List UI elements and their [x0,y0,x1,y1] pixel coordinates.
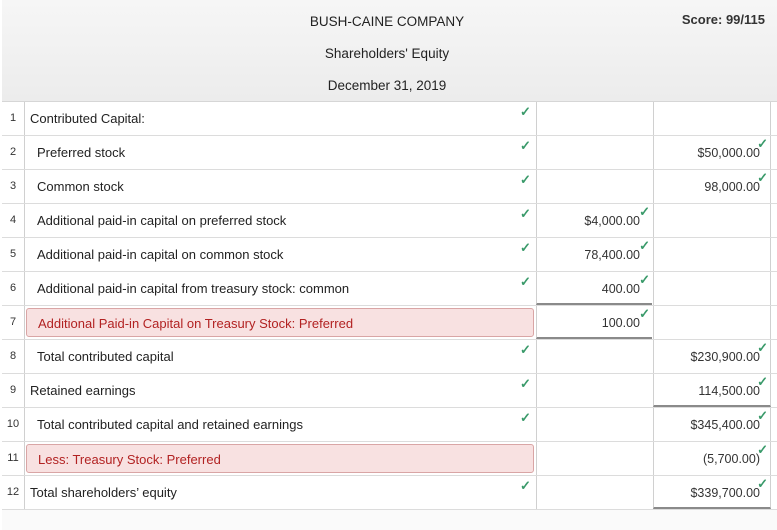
amount-column-2-input[interactable] [653,408,771,441]
amount-column-1-input[interactable] [536,340,652,373]
statement-rows [2,102,777,510]
checkmark-icon: ✓ [520,376,531,391]
checkmark-icon: ✓ [757,374,768,389]
statement-row [2,136,777,170]
account-label-input[interactable]: Preferred stock [37,145,126,160]
checkmark-icon: ✓ [520,342,531,357]
amount-column-2-input[interactable] [653,306,771,339]
amount-value: $230,900.00 [690,350,760,364]
account-label-input[interactable]: Common stock [37,179,124,194]
amount-value: (5,700.00) [703,452,760,466]
account-label-input[interactable]: Retained earnings [30,383,136,398]
checkmark-icon: ✓ [757,136,768,151]
worksheet-frame [2,0,777,524]
statement-row [2,272,777,306]
checkmark-icon: ✓ [757,408,768,423]
row-number: 4 [2,204,25,237]
amount-column-2-input[interactable] [653,476,771,509]
statement-row [2,306,777,340]
checkmark-icon: ✓ [520,138,531,153]
statement-header [2,0,777,102]
checkmark-icon: ✓ [520,240,531,255]
row-number: 7 [2,306,25,339]
amount-column-1-input[interactable] [536,238,652,271]
amount-value: $345,400.00 [690,418,760,432]
row-number: 12 [2,476,25,509]
account-label-input[interactable]: Total contributed capital and retained earnings [37,417,303,432]
checkmark-icon: ✓ [757,442,768,457]
checkmark-icon: ✓ [639,238,650,253]
amount-column-2-input[interactable] [653,204,771,237]
amount-value: 78,400.00 [584,248,640,262]
amount-column-1-input[interactable] [536,136,652,169]
amount-column-1-input[interactable] [536,170,652,203]
row-number: 2 [2,136,25,169]
bottom-band [2,510,777,530]
statement-row [2,102,777,136]
checkmark-icon: ✓ [757,170,768,185]
amount-column-1-input[interactable] [536,408,652,441]
statement-row [2,340,777,374]
account-label-input-incorrect[interactable]: Less: Treasury Stock: Preferred [26,444,534,473]
row-number: 3 [2,170,25,203]
checkmark-icon: ✓ [520,410,531,425]
score-display: Score: 99/115 [681,12,765,27]
statement-row [2,374,777,408]
account-label-input[interactable]: Additional paid-in capital from treasury stock: common [37,281,350,296]
checkmark-icon: ✓ [757,476,768,491]
account-label-input-incorrect[interactable]: Additional Paid-in Capital on Treasury Stock: Preferred [26,308,534,337]
checkmark-icon: ✓ [520,274,531,289]
amount-column-2-input[interactable] [653,136,771,169]
company-name: BUSH-CAINE COMPANY [309,14,465,29]
amount-column-2-input[interactable] [653,374,771,407]
checkmark-icon: ✓ [520,478,531,493]
amount-column-2-input[interactable] [653,238,771,271]
amount-column-1-input[interactable] [536,442,652,475]
statement-row [2,238,777,272]
checkmark-icon: ✓ [520,172,531,187]
account-label-input[interactable]: Contributed Capital: [30,111,145,126]
amount-value: $50,000.00 [697,146,760,160]
checkmark-icon: ✓ [757,340,768,355]
row-number: 1 [2,102,25,135]
checkmark-icon: ✓ [639,306,650,321]
account-label-input[interactable]: Additional paid-in capital on preferred stock [37,213,287,228]
amount-column-2-input[interactable] [653,272,771,305]
amount-value: $339,700.00 [690,486,760,500]
statement-row [2,442,777,476]
amount-column-1-input[interactable] [536,204,652,237]
amount-value: 98,000.00 [704,180,760,194]
statement-row [2,408,777,442]
checkmark-icon: ✓ [639,272,650,287]
amount-column-1-input[interactable] [536,476,652,509]
row-number: 11 [2,442,25,475]
amount-column-2-input[interactable] [653,170,771,203]
amount-value: $4,000.00 [584,214,640,228]
statement-date: December 31, 2019 [327,78,447,93]
statement-title: Shareholders' Equity [324,46,450,61]
statement-row [2,170,777,204]
account-label-input[interactable]: Additional paid-in capital on common stock [37,247,284,262]
amount-column-1-input[interactable] [536,374,652,407]
checkmark-icon: ✓ [520,206,531,221]
checkmark-icon: ✓ [639,204,650,219]
row-number: 8 [2,340,25,373]
amount-value: 400.00 [601,282,640,296]
amount-column-1-input[interactable] [536,272,652,305]
row-number: 5 [2,238,25,271]
checkmark-icon: ✓ [520,104,531,119]
statement-row [2,476,777,510]
row-number: 6 [2,272,25,305]
row-number: 10 [2,408,25,441]
amount-column-2-input[interactable] [653,442,771,475]
row-number: 9 [2,374,25,407]
amount-value: 100.00 [601,316,640,330]
account-label-input[interactable]: Total shareholders’ equity [30,485,177,500]
account-label-input[interactable]: Total contributed capital [37,349,174,364]
amount-column-2-input[interactable] [653,102,771,135]
amount-column-1-input[interactable] [536,102,652,135]
amount-column-2-input[interactable] [653,340,771,373]
amount-value: 114,500.00 [698,384,760,398]
amount-column-1-input[interactable] [536,306,652,339]
statement-row [2,204,777,238]
